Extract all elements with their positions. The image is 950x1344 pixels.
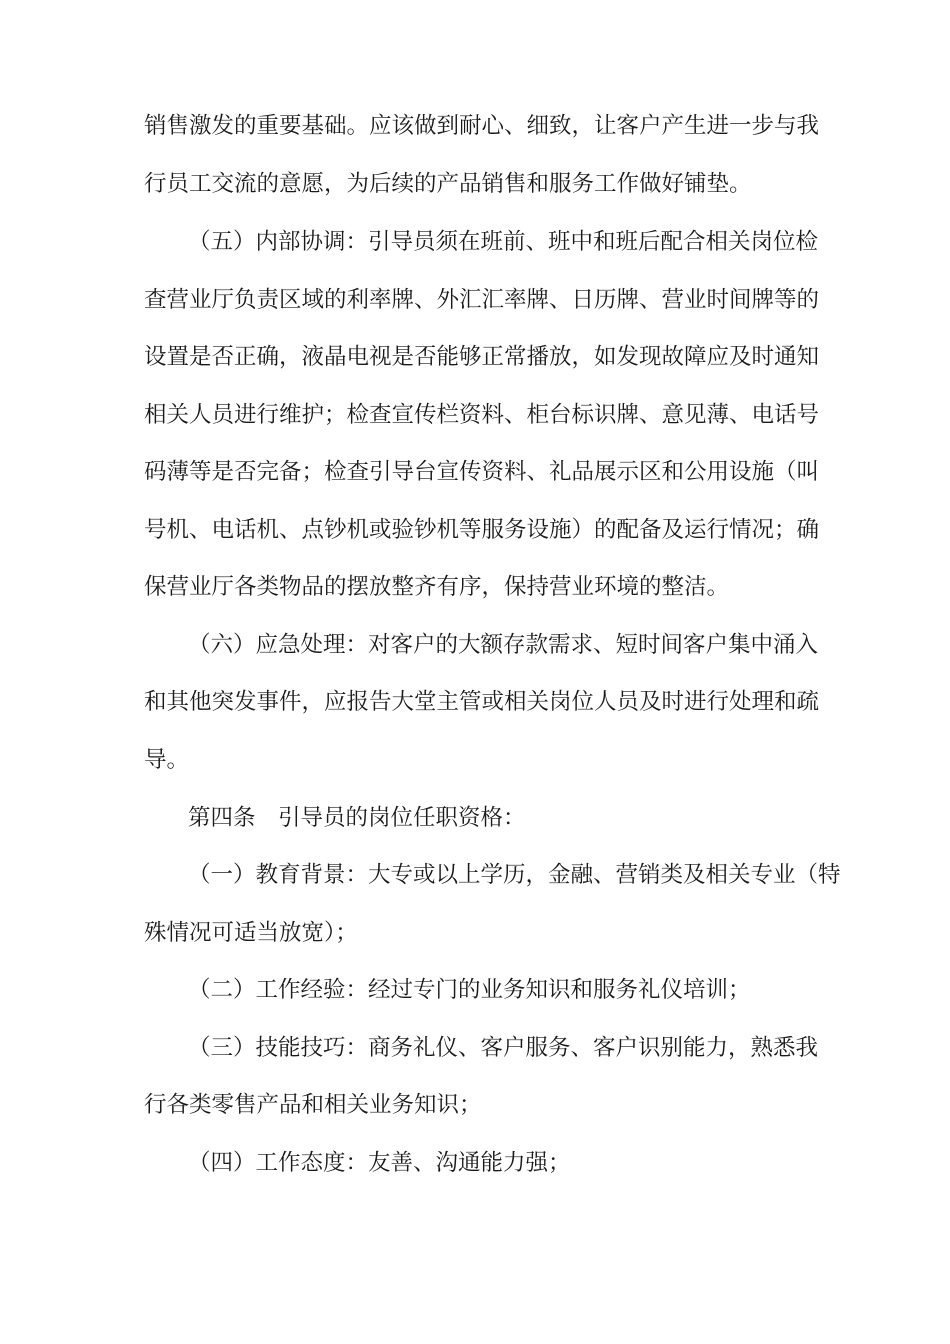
body-text-line: 殊情况可适当放宽）；	[144, 920, 358, 946]
qualification-4-line: （四）工作态度：友善、沟通能力强；	[188, 1150, 571, 1176]
body-text-line: 保营业厅各类物品的摆放整齐有序，保持营业环境的整洁。	[144, 574, 730, 600]
body-text-line: 行各类零售产品和相关业务知识；	[144, 1092, 482, 1118]
body-text-line: 查营业厅负责区域的利率牌、外汇汇率牌、日历牌、营业时间牌等的	[144, 287, 820, 313]
body-text-line: 设置是否正确，液晶电视是否能够正常播放，如发现故障应及时通知	[144, 344, 820, 370]
paragraph-5-heading-line: （五）内部协调：引导员须在班前、班中和班后配合相关岗位检	[188, 229, 819, 255]
qualification-1-line: （一）教育背景：大专或以上学历，金融、营销类及相关专业（特	[188, 862, 841, 888]
body-text-line: 和其他突发事件，应报告大堂主管或相关岗位人员及时进行处理和疏	[144, 689, 820, 715]
paragraph-6-heading-line: （六）应急处理：对客户的大额存款需求、短时间客户集中涌入	[188, 632, 819, 658]
article-4-heading: 第四条 引导员的岗位任职资格：	[188, 805, 526, 831]
body-text-line: 相关人员进行维护；检查宣传栏资料、柜台标识牌、意见薄、电话号	[144, 402, 820, 428]
body-text-line: 号机、电话机、点钞机或验钞机等服务设施）的配备及运行情况；确	[144, 517, 820, 543]
body-text-line: 导。	[144, 747, 190, 773]
qualification-3-line: （三）技能技巧：商务礼仪、客户服务、客户识别能力，熟悉我	[188, 1035, 819, 1061]
body-text-line: 行员工交流的意愿，为后续的产品销售和服务工作做好铺垫。	[144, 171, 752, 197]
qualification-2-line: （二）工作经验：经过专门的业务知识和服务礼仪培训；	[188, 977, 751, 1003]
body-text-line: 销售激发的重要基础。应该做到耐心、细致，让客户产生进一步与我	[144, 113, 820, 139]
body-text-line: 码薄等是否完备；检查引导台宣传资料、礼品展示区和公用设施（叫	[144, 459, 820, 485]
